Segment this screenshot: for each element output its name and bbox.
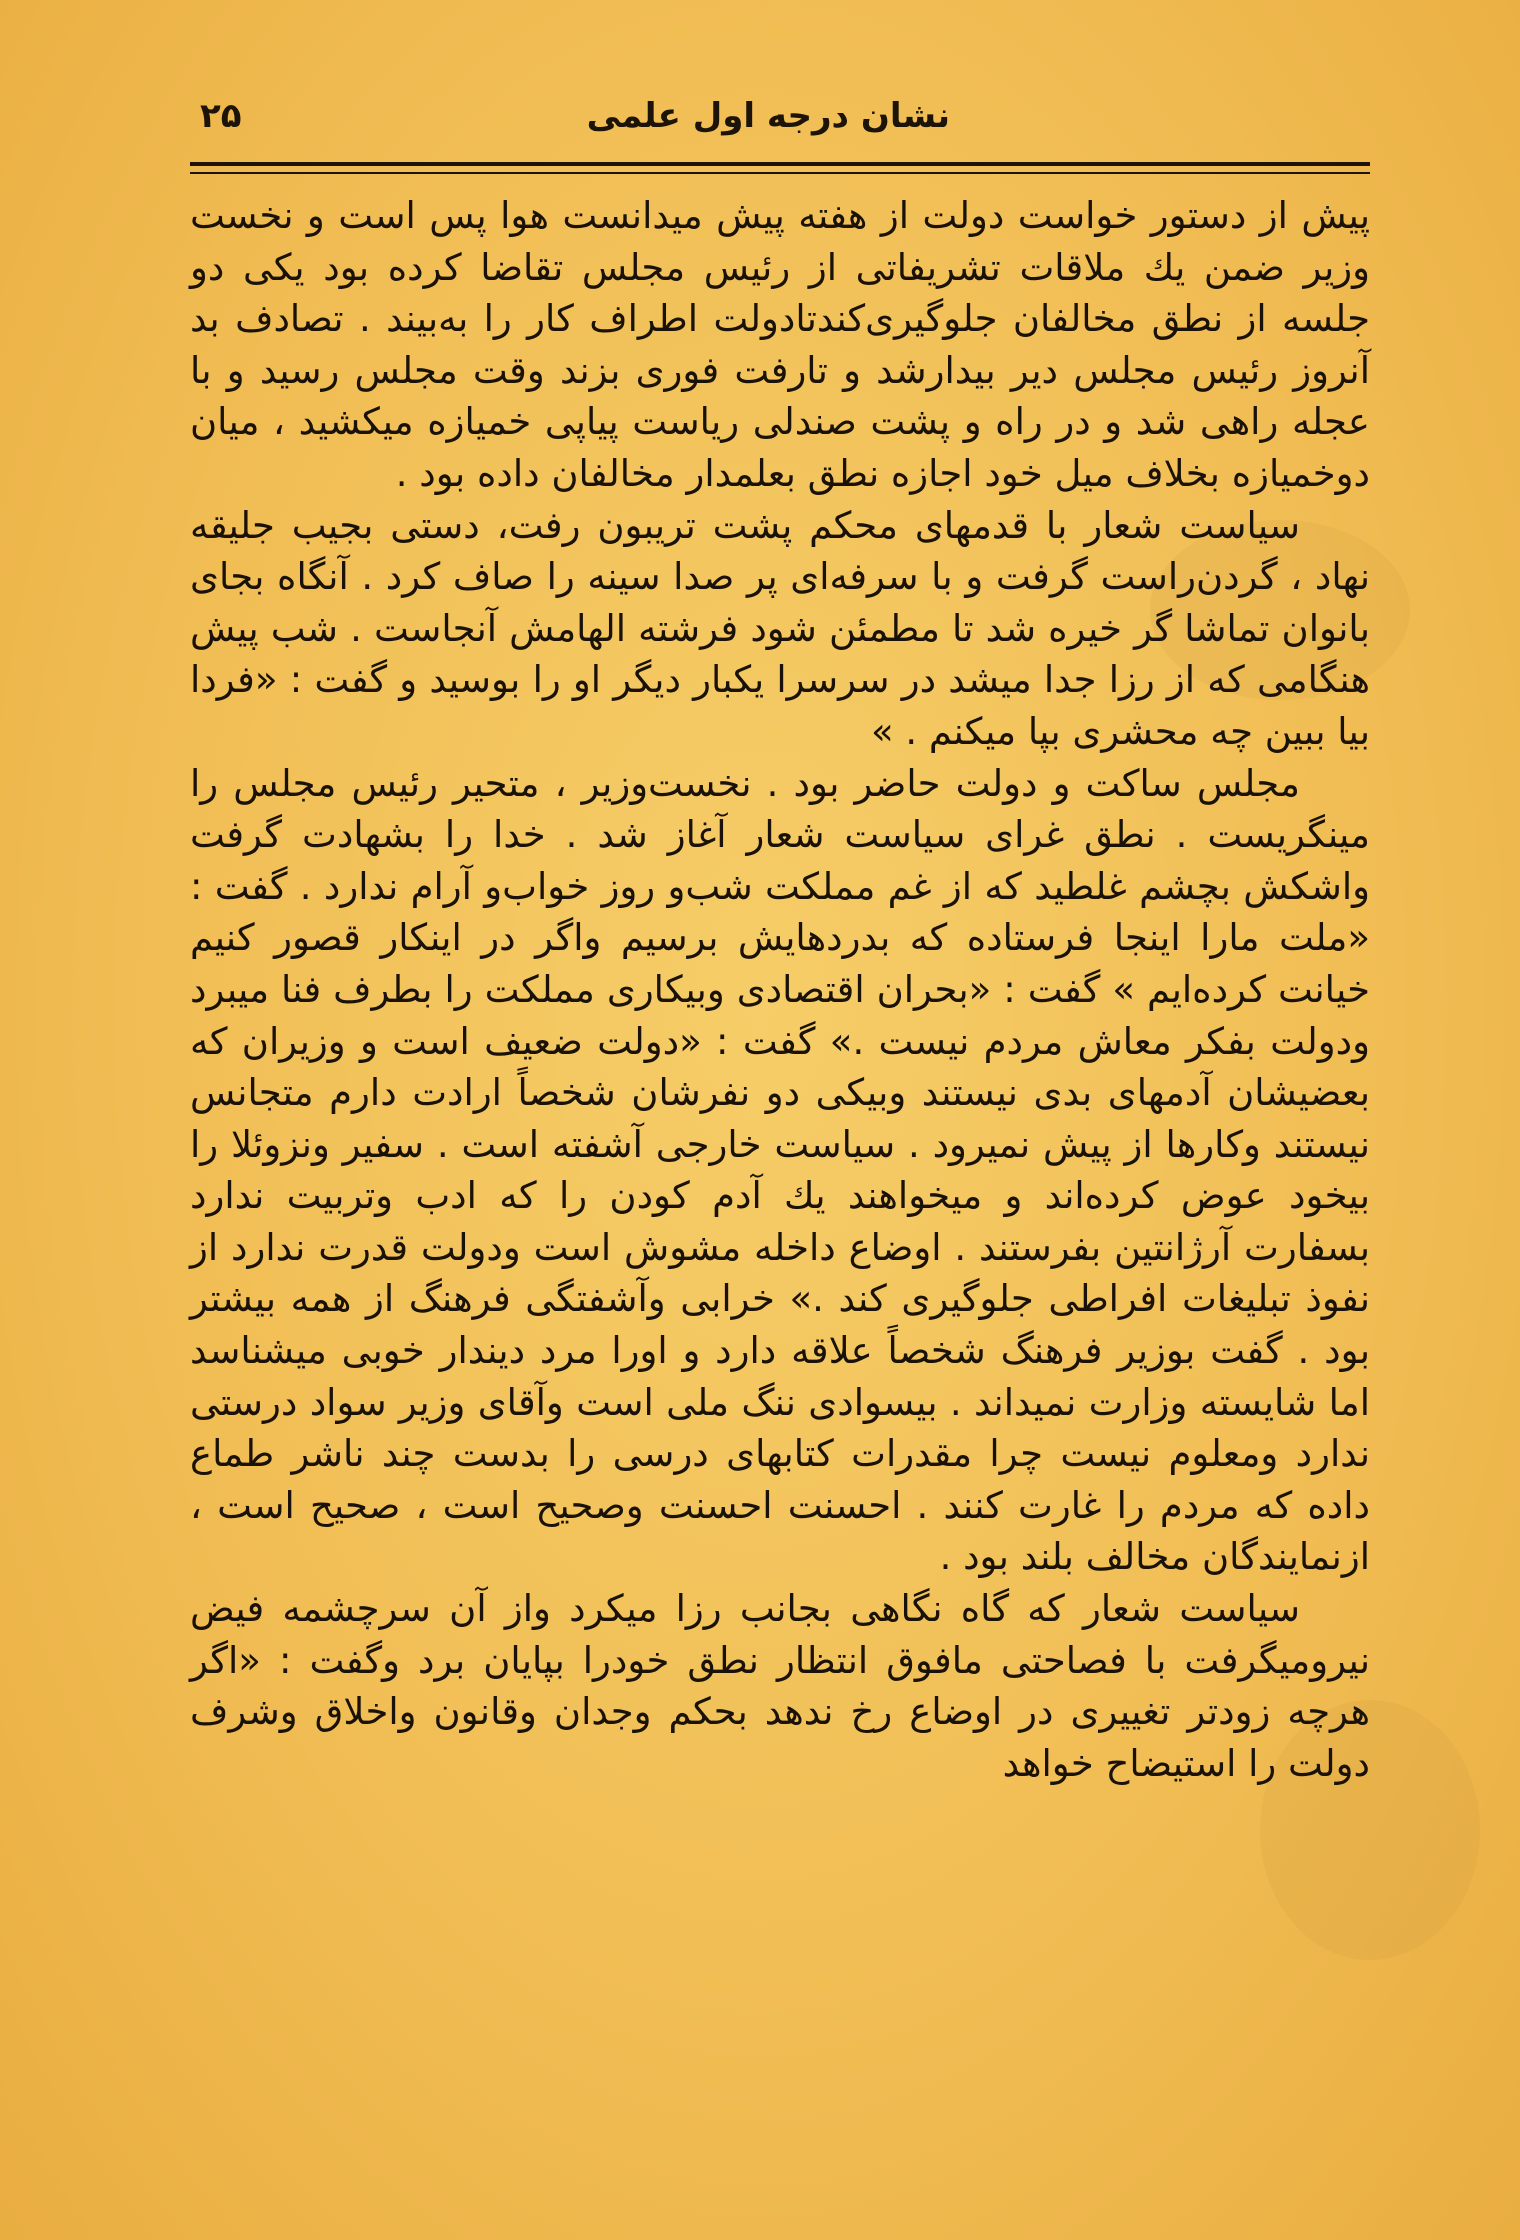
running-title: نشان درجه اول علمی [586, 96, 950, 136]
header-rule-thin [190, 172, 1370, 174]
page-number: ۲۵ [200, 96, 242, 136]
header-rule-thick [190, 162, 1370, 166]
paragraph: پیش از دستور خواست دولت از هفته پیش میدانست هوا پس است و نخست وزیر ضمن یك ملاقات تشریفاتی از رئیس مجلس تقاضا کرده بود یکی دو جلسه از نطق مخالفان جلوگیری‌کندتادولت اطراف کار را به‌بیند . تصادف بد آنروز رئیس مجلس دیر بیدارشد و تارفت فوری بزند وقت مجلس رسید و با عجله راهی شد و در راه و پشت صندلی ریاست پیاپی خمیازه میکشید ، میان دوخمیازه بخلاف میل خود اجازه نطق بعلمدار مخالفان داده بود . [190, 194, 1370, 495]
paragraph: سیاست شعار با قدمهای محکم پشت تریبون رفت، دستی بجیب جلیقه نهاد ، گردن‌راست گرفت و با سرفه‌ای پر صدا سینه را صاف کرد . آنگاه بجای بانوان تماشا گر خیره شد تا مطمئن شود فرشته الهامش آنجاست . شب پیش هنگامی که از رزا جدا میشد در سرسرا یکبار دیگر او را بوسید و گفت : «فردا بیا ببین چه محشری بپا میکنم . » [190, 503, 1370, 753]
paragraph: سیاست شعار که گاه نگاهی بجانب رزا میکرد واز آن سرچشمه فیض نیرومیگرفت با فصاحتی مافوق انتظار نطق خودرا بپایان برد وگفت : «اگر هرچه زودتر تغییری در اوضاع رخ ندهد بحکم وجدان وقانون واخلاق وشرف دولت را استیضاح خواهد [190, 1587, 1370, 1785]
paragraph: مجلس ساکت و دولت حاضر بود . نخست‌وزیر ، متحیر رئیس مجلس را مینگریست . نطق غرای سیاست شعار آغاز شد . خدا را بشهادت گرفت واشکش بچشم غلطید که از غم مملکت شب‌و روز خواب‌و آرام ندارد . گفت : «ملت مارا اینجا فرستاده که بدردهایش برسیم واگر در اینکار قصور کنیم خیانت کرده‌ایم » گفت : «بحران اقتصادی وبیکاری مملکت را بطرف فنا میبرد ودولت بفکر معاش مردم نیست .» گفت : «دولت ضعیف است و وزیران که بعضیشان آدمهای بدی نیستند وبیکی دو نفرشان شخصاً ارادت دارم متجانس نیستند وکارها از پیش نمیرود . سیاست خارجی آشفته است . سفیر ونزوئلا را بیخود عوض کرده‌اند و میخواهند یك آدم کودن را که ادب وتربیت ندارد بسفارت آرژانتین بفرستند . اوضاع داخله مشوش است ودولت قدرت ندارد از نفوذ تبلیغات افراطی جلوگیری کند .» خرابی وآشفتگی فرهنگ از همه بیشتر بود . گفت بوزیر فرهنگ شخصاً علاقه دارد و اورا مرد دیندار خوبی میشناسد اما شایسته وزارت نمیداند . بیسوادی ننگ ملی است وآقای وزیر سواد درستی ندارد ومعلوم نیست چرا مقدرات کتابهای درسی را بدست چند ناشر طماع داده که مردم را غارت کنند . احسنت احسنت وصحیح است ، صحیح است ، ازنمایندگان مخالف بلند بود . [190, 761, 1370, 1579]
page-header [190, 88, 1370, 158]
body-text [190, 190, 1370, 2150]
